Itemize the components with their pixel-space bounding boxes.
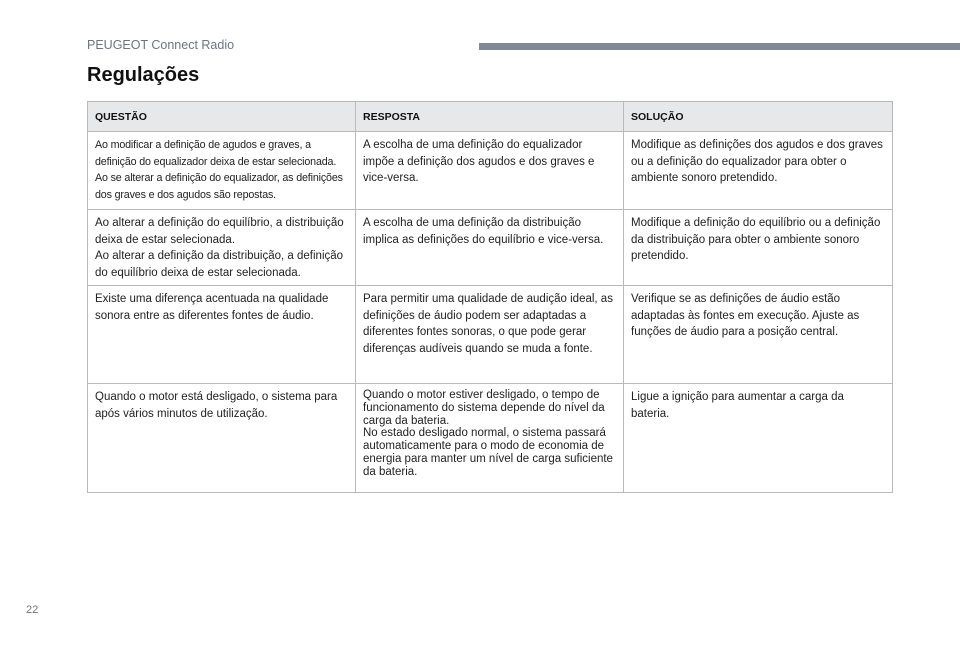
header-bar	[479, 43, 960, 50]
header-title: PEUGEOT Connect Radio	[87, 38, 235, 52]
column-header-answer: RESPOSTA	[356, 102, 624, 132]
page-title: Regulações	[87, 64, 200, 86]
question-cell: Existe uma diferença acentuada na qualidade sonora entre as diferentes fontes de áudio.	[88, 286, 356, 384]
column-header-question: QUESTÃO	[88, 102, 356, 132]
question-cell: Quando o motor está desligado, o sistema para após vários minutos de utilização.	[88, 384, 356, 493]
answer-cell: A escolha de uma definição da distribuição implica as definições do equilíbrio e vice-versa.	[356, 210, 624, 286]
table-row	[88, 286, 893, 384]
table-row	[88, 384, 893, 493]
solution-cell: Modifique a definição do equilíbrio ou a definição da distribuição para obter o ambiente sonoro pretendido.	[624, 210, 893, 286]
answer-cell: Quando o motor estiver desligado, o tempo de funcionamento do sistema depende do nível da carga da bateria. No estado desligado normal, o sistema passará automaticamente para o modo de economia de energia para manter um nível de carga suficiente da bateria.	[356, 384, 624, 493]
table-row	[88, 210, 893, 286]
column-header-solution: SOLUÇÃO	[624, 102, 893, 132]
answer-cell: A escolha de uma definição do equalizador impõe a definição dos agudos e dos graves e vice-versa.	[356, 132, 624, 210]
table-row	[88, 132, 893, 210]
solution-cell: Ligue a ignição para aumentar a carga da bateria.	[624, 384, 893, 493]
question-cell: Ao alterar a definição do equilíbrio, a distribuição deixa de estar selecionada. Ao alterar a definição da distribuição, a definição do equilíbrio deixa de estar selecionada.	[88, 210, 356, 286]
question-cell: Ao modificar a definição de agudos e graves, a definição do equalizador deixa de estar selecionada. Ao se alterar a definição do equalizador, as definições dos graves e dos agudos são repostas.	[88, 132, 356, 210]
answer-cell: Para permitir uma qualidade de audição ideal, as definições de áudio podem ser adaptadas a diferentes fontes sonoras, o que pode gerar diferenças audíveis quando se muda a fonte.	[356, 286, 624, 384]
solution-cell: Verifique se as definições de áudio estão adaptadas às fontes em execução. Ajuste as funções de áudio para a posição central.	[624, 286, 893, 384]
faq-table	[87, 101, 893, 493]
page-number: 22	[26, 604, 39, 616]
solution-cell: Modifique as definições dos agudos e dos graves ou a definição do equalizador para obter o ambiente sonoro pretendido.	[624, 132, 893, 210]
table-header-row	[88, 102, 893, 132]
